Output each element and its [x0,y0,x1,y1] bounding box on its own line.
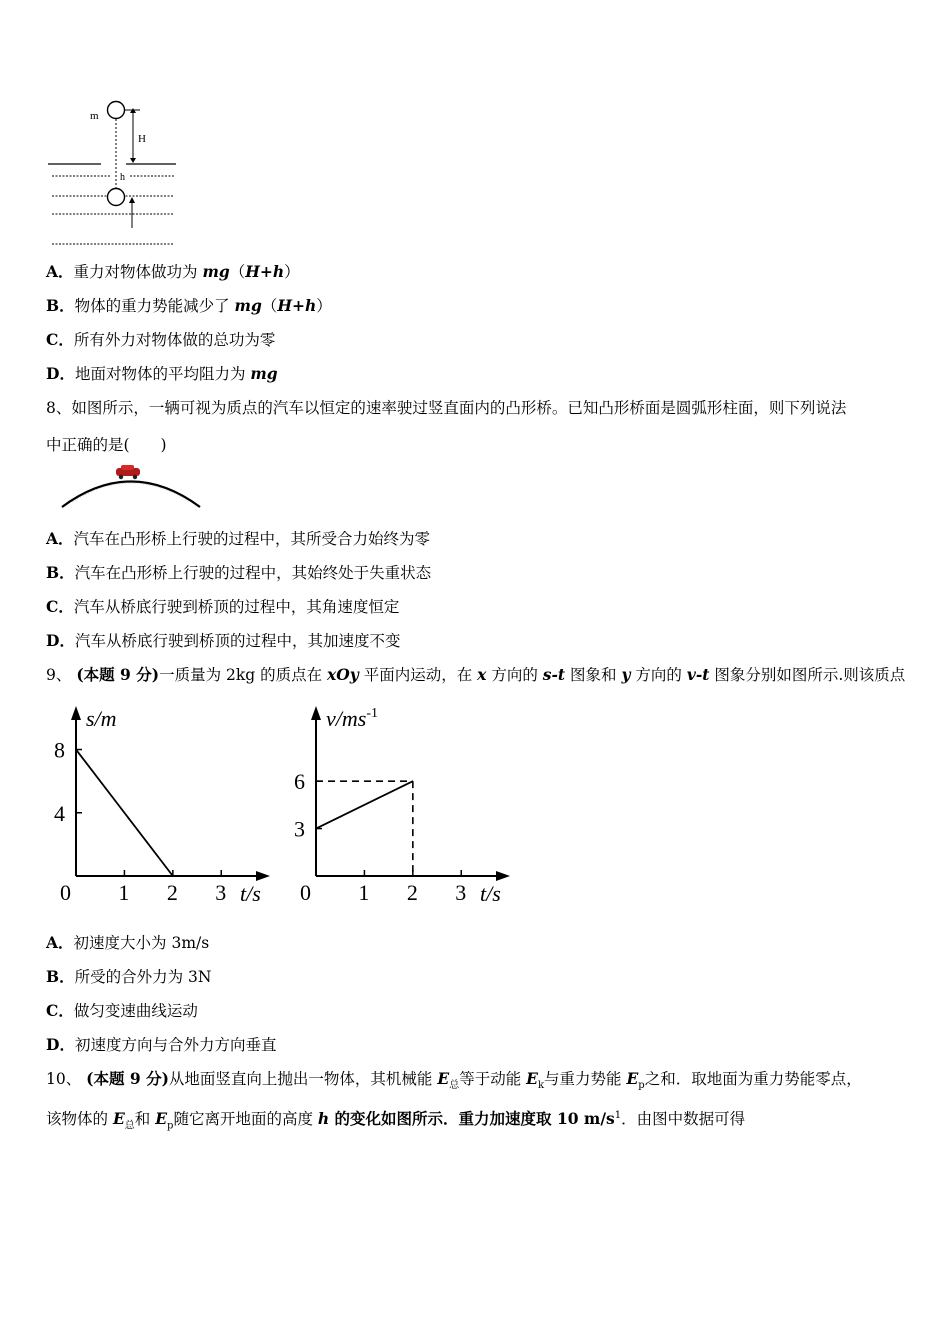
s-t-graph [50,700,280,915]
height-label: H [138,133,146,145]
x-tick-label: 3 [455,880,467,905]
y-tick-label: 4 [54,800,65,826]
x-tick-label: 1 [358,880,370,905]
y-axis-label: s/m [86,706,117,731]
q10-stem-line1: 10、 (本题 9 分)从地面竖直向上抛出一物体，其机械能 $E_总$等于动能 $E_k$与重力势能 $E_p$之和．取地面为重力势能零点， [46,1069,862,1092]
ball-top [108,102,125,119]
x-axis-label: t/s [480,881,501,906]
ball-bottom [108,189,125,206]
bridge-arc [62,482,200,508]
data-line [316,781,413,828]
q9-option-c: C．做匀变速曲线运动 [46,1001,198,1020]
q8-option-d: D．汽车从桥底行驶到桥顶的过程中，其加速度不变 [46,631,401,650]
x-tick-label: 0 [60,880,71,905]
y-tick-label: 3 [294,816,305,842]
q7-option-b: B．物体的重力势能减少了 mg（H+h） [46,296,332,315]
q7-option-d: D．地面对物体的平均阻力为 mg [46,364,278,383]
x-tick-label: 1 [118,880,130,905]
x-tick-label: 0 [300,880,311,905]
x-tick-label: 2 [166,880,178,905]
q9-option-d: D．初速度方向与合外力方向垂直 [46,1035,277,1054]
q9-option-b: B．所受的合外力为 3N [46,967,212,986]
q7-option-c: C．所有外力对物体做的总功为零 [46,330,276,349]
q9-option-a: A．初速度大小为 3m/s [46,933,210,952]
q7-option-a: A．重力对物体做功为 mg（H+h） [46,262,300,281]
x-tick-label: 2 [406,880,418,905]
falling-ball-figure [44,96,184,252]
x-tick-label: 3 [215,880,227,905]
q9-stem: 9、 (本题 9 分)一质量为 2kg 的质点在 xOy 平面内运动，在 x 方向的 s-t 图象和 y 方向的 v-t 图象分别如图所示.则该质点 [46,665,906,684]
mass-label: m [90,110,99,122]
depth-label: h [120,172,125,183]
q8-option-c: C．汽车从桥底行驶到桥顶的过程中，其角速度恒定 [46,597,400,616]
q8-stem-line2: 中正确的是( ) [46,436,167,454]
x-axis-label: t/s [240,881,261,906]
convex-bridge-figure [58,462,204,510]
q8-stem-line1: 8、如图所示，一辆可视为质点的汽车以恒定的速率驶过竖直面内的凸形桥。已知凸形桥面是圆弧形柱面，则下列说法 [46,399,847,417]
y-tick-label: 8 [54,737,65,763]
q10-stem-line2: 该物体的 $E_总$和 $E_p$随它离开地面的高度 h 的变化如图所示．重力加速度取 10 $m/s^1$．由图中数据可得 [46,1109,746,1132]
q8-option-a: A．汽车在凸形桥上行驶的过程中，其所受合力始终为零 [46,529,431,548]
y-tick-label: 6 [294,769,305,795]
q8-option-b: B．汽车在凸形桥上行驶的过程中，其始终处于失重状态 [46,563,432,582]
data-line [76,750,173,876]
v-t-graph [290,700,520,915]
y-axis-label: $v/ms^{-1}$ [326,706,378,731]
